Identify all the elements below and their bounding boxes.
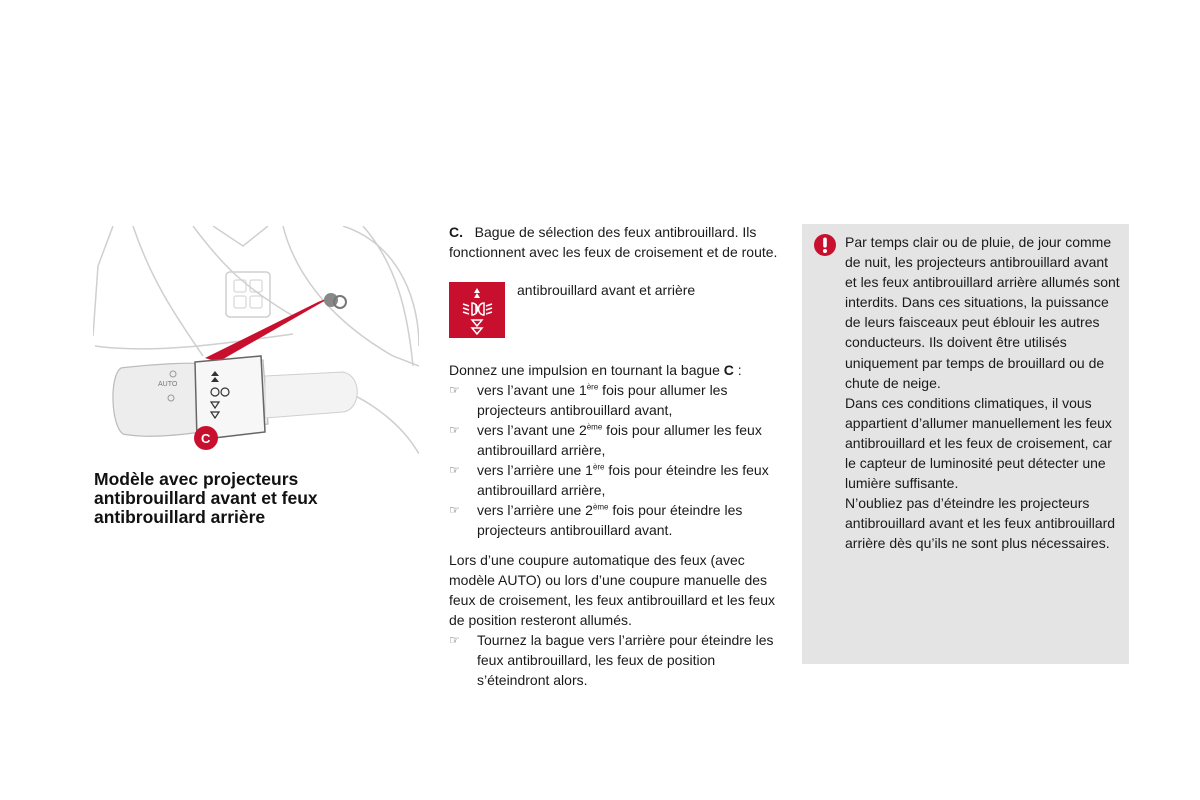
bullet-text: vers l’avant une 1 [477,382,587,398]
symbol-label: antibrouillard avant et arrière [517,282,696,298]
hand-pointer-icon: ☞ [449,423,460,437]
warning-exclamation-icon [814,234,836,256]
bullet-text: vers l’arrière une 2 [477,502,593,518]
intro-text: Bague de sélection des feux antibrouillard. Ils fonctionnent avec les feux de croisement et de route. [449,224,778,260]
hand-pointer-icon: ☞ [449,633,460,647]
auto-cutoff-paragraph: Lors d’une coupure automatique des feux (avec modèle AUTO) ou lors d’une coupure manuelle des feux de croisement, les feux antibrouillard et les feux de position resteront allumés. [449,552,776,628]
bullet-text: fois pour éteindre les feux antibrouillard arrière, [477,462,769,498]
warning-paragraph-2: Dans ces conditions climatiques, il vous appartient d’allumer manuellement les feux antibrouillard et les feux de croisement, car le capteur de luminosité peut détecter une lumière suffisante. [845,394,1112,492]
list-item [449,380,779,420]
warning-paragraph-1: Par temps clair ou de pluie, de jour comme de nuit, les projecteurs antibrouillard avant et les feux antibrouillard arrière allumés sont interdits. Dans ces situations, la puissance de leurs faisceaux peut éblouir les autres conducteurs. Ils doivent être utilisés uniquement par temps de brouillard ou de chute de neige. [845,234,1120,391]
warning-box [802,224,1129,664]
hand-pointer-icon: ☞ [449,383,460,397]
stalk-label-auto: AUTO [158,381,178,388]
intro-letter: C. [449,224,463,240]
section-heading: Modèle avec projecteurs antibrouillard avant et feux antibrouillard arrière [94,469,318,527]
ordinal-suffix: ère [592,462,605,472]
warning-paragraph-3: N’oubliez pas d’éteindre les projecteurs antibrouillard avant et les feux antibrouillard arrière dès qu’ils ne sont plus nécessaires. [845,495,1116,552]
bullet-text: vers l’avant une 2 [477,422,587,438]
badge-c-letter: C [201,431,211,446]
instructions-column [449,222,779,690]
bullet-text: fois pour allumer les projecteurs antibrouillard avant, [477,382,728,418]
warning-text [845,232,1121,554]
step-list [449,380,779,540]
instruction-suffix: : [733,362,742,378]
list-item [449,500,779,540]
symbol-row [449,282,779,338]
hand-pointer-icon: ☞ [449,503,460,517]
instruction-line [449,360,779,380]
lighting-stalk-illustration [93,226,419,454]
final-step-list [449,630,779,690]
instruction-letter: C [723,362,734,378]
front-rear-fog-lights-icon [449,282,505,338]
bullet-text: vers l’arrière une 1 [477,462,593,478]
bullet-text: Tournez la bague vers l’arrière pour éteindre les feux antibrouillard, les feux de position s’éteindront alors. [477,632,774,688]
ordinal-suffix: ème [592,502,609,512]
bullet-text: fois pour allumer les feux antibrouillard arrière, [477,422,762,458]
ordinal-suffix: ère [586,382,599,392]
hand-pointer-icon: ☞ [449,463,460,477]
list-item [449,420,779,460]
ordinal-suffix: ème [586,422,603,432]
list-item [449,460,779,500]
instruction-text: Donnez une impulsion en tournant la bague [449,362,724,378]
intro-paragraph [449,222,779,262]
bullet-text: fois pour éteindre les projecteurs antibrouillard avant. [477,502,743,538]
list-item [449,630,779,690]
